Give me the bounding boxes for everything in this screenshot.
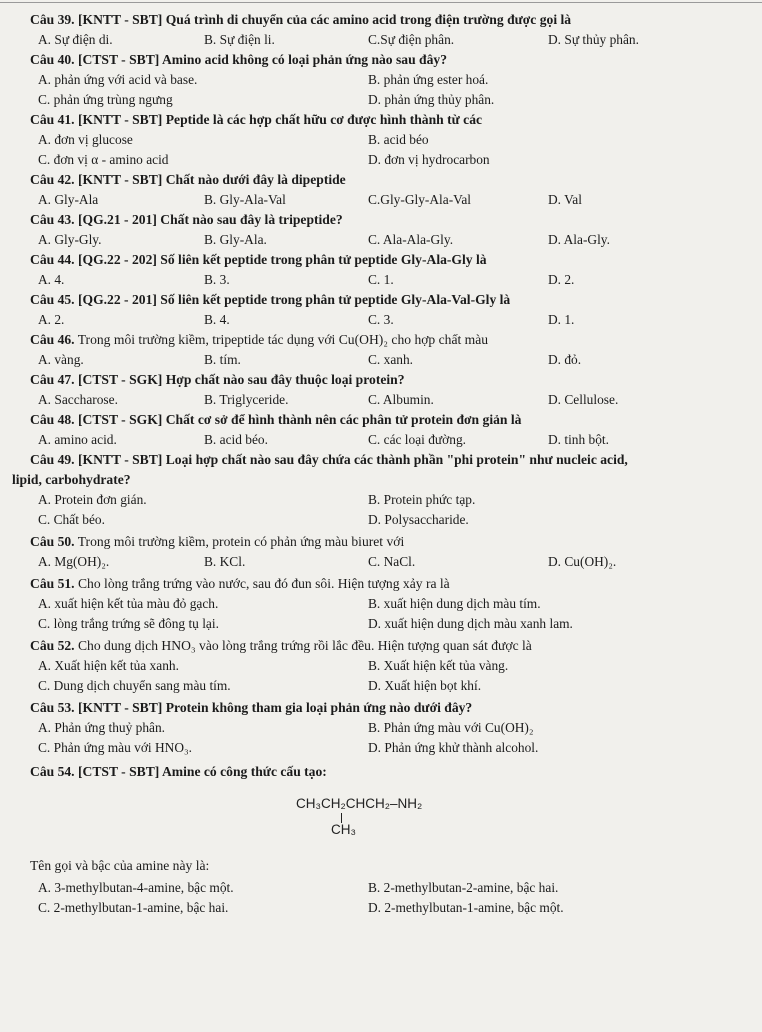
q39-option-b[interactable]: B. Sự điện li. (204, 32, 275, 47)
q46-option-a[interactable]: A. vàng. (38, 352, 84, 367)
q42-option-c[interactable]: C.Gly-Gly-Ala-Val (368, 192, 472, 207)
q54-option-b[interactable]: B. 2-methylbutan-2-amine, bậc hai. (368, 880, 559, 895)
q42-option-a[interactable]: A. Gly-Ala (38, 192, 99, 207)
question-41: Câu 41. [KNTT - SBT] Peptide là các hợp chất hữu cơ được hình thành từ các (30, 112, 483, 127)
q39-option-a[interactable]: A. Sự điện di. (38, 32, 113, 47)
q40-option-c[interactable]: C. phản ứng trùng ngưng (38, 92, 173, 107)
q47-option-b[interactable]: B. Triglyceride. (204, 392, 289, 407)
q50-option-d[interactable]: D. Cu(OH)₂. (548, 554, 617, 569)
question-47: Câu 47. [CTST - SGK] Hợp chất nào sau đây thuộc loại protein? (30, 372, 405, 387)
q51-option-c[interactable]: C. lòng trắng trứng sẽ đông tụ lại. (38, 616, 219, 631)
q52-option-a[interactable]: A. Xuất hiện kết tủa xanh. (38, 658, 179, 673)
question-44: Câu 44. [QG.22 - 202] Số liên kết peptide trong phân tử peptide Gly-Ala-Gly là (30, 252, 487, 267)
q42-option-d[interactable]: D. Val (548, 192, 582, 207)
q40-option-d[interactable]: D. phản ứng thủy phân. (368, 92, 495, 107)
question-43: Câu 43. [QG.21 - 201] Chất nào sau đây là tripeptide? (30, 212, 343, 227)
q44-option-b[interactable]: B. 3. (204, 272, 230, 287)
q44-option-a[interactable]: A. 4. (38, 272, 65, 287)
q41-option-d[interactable]: D. đơn vị hydrocarbon (368, 152, 490, 167)
q45-option-d[interactable]: D. 1. (548, 312, 575, 327)
q53-option-d[interactable]: D. Phản ứng khử thành alcohol. (368, 740, 539, 755)
q48-option-c[interactable]: C. các loại đường. (368, 432, 467, 447)
q41-option-a[interactable]: A. đơn vị glucose (38, 132, 133, 147)
q41-option-c[interactable]: C. đơn vị α - amino acid (38, 152, 169, 167)
question-49-continued: lipid, carbohydrate? (12, 472, 131, 487)
q40-option-b[interactable]: B. phản ứng ester hoá. (368, 72, 489, 87)
question-48: Câu 48. [CTST - SGK] Chất cơ sở để hình thành nên các phân tử protein đơn giản là (30, 412, 522, 427)
q50-option-c[interactable]: C. NaCl. (368, 554, 416, 569)
q43-option-a[interactable]: A. Gly-Gly. (38, 232, 102, 247)
q47-option-a[interactable]: A. Saccharose. (38, 392, 118, 407)
q50-option-a[interactable]: A. Mg(OH)₂. (38, 554, 110, 569)
q42-option-b[interactable]: B. Gly-Ala-Val (204, 192, 286, 207)
q49-option-b[interactable]: B. Protein phức tạp. (368, 492, 476, 507)
question-46: Câu 46. Trong môi trường kiềm, tripeptide tác dụng với Cu(OH)₂ cho hợp chất màu (30, 332, 489, 347)
q51-option-d[interactable]: D. xuất hiện dung dịch màu xanh lam. (368, 616, 573, 631)
q45-option-c[interactable]: C. 3. (368, 312, 394, 327)
q43-option-d[interactable]: D. Ala-Gly. (548, 232, 610, 247)
q47-option-c[interactable]: C. Albumin. (368, 392, 434, 407)
question-53: Câu 53. [KNTT - SBT] Protein không tham gia loại phản ứng nào dưới đây? (30, 700, 473, 715)
q52-option-c[interactable]: C. Dung dịch chuyển sang màu tím. (38, 678, 231, 693)
q43-option-b[interactable]: B. Gly-Ala. (204, 232, 267, 247)
formula-main-chain: CH₃CH₂CHCH₂–NH₂ (296, 796, 423, 811)
question-52: Câu 52. Cho dung dịch HNO₃ vào lòng trắng trứng rồi lắc đều. Hiện tượng quan sát được là (30, 638, 532, 653)
q52-option-b[interactable]: B. Xuất hiện kết tủa vàng. (368, 658, 509, 673)
q49-option-c[interactable]: C. Chất béo. (38, 512, 105, 527)
q51-option-b[interactable]: B. xuất hiện dung dịch màu tím. (368, 596, 541, 611)
q39-option-c[interactable]: C.Sự điện phân. (368, 32, 455, 47)
q48-option-b[interactable]: B. acid béo. (204, 432, 268, 447)
q46-option-d[interactable]: D. đỏ. (548, 352, 582, 367)
q54-option-d[interactable]: D. 2-methylbutan-1-amine, bậc một. (368, 900, 564, 915)
q53-option-c[interactable]: C. Phản ứng màu với HNO₃. (38, 740, 193, 755)
question-45: Câu 45. [QG.22 - 201] Số liên kết peptide trong phân tử peptide Gly-Ala-Val-Gly là (30, 292, 511, 307)
q54-option-a[interactable]: A. 3-methylbutan-4-amine, bậc một. (38, 880, 234, 895)
q51-option-a[interactable]: A. xuất hiện kết tủa màu đỏ gạch. (38, 596, 219, 611)
formula-methyl-branch: CH₃ (331, 822, 356, 837)
q48-option-a[interactable]: A. amino acid. (38, 432, 117, 447)
question-54-prompt: Tên gọi và bậc của amine này là: (30, 858, 210, 873)
q49-option-a[interactable]: A. Protein đơn gián. (38, 492, 147, 507)
q50-option-b[interactable]: B. KCl. (204, 554, 246, 569)
q43-option-c[interactable]: C. Ala-Ala-Gly. (368, 232, 454, 247)
top-rule (0, 2, 762, 3)
q53-option-b[interactable]: B. Phản ứng màu với Cu(OH)₂ (368, 720, 534, 735)
q45-option-a[interactable]: A. 2. (38, 312, 65, 327)
q44-option-c[interactable]: C. 1. (368, 272, 394, 287)
q52-option-d[interactable]: D. Xuất hiện bọt khí. (368, 678, 482, 693)
question-50: Câu 50. Trong môi trường kiềm, protein có phản ứng màu biuret với (30, 534, 405, 549)
question-49: Câu 49. [KNTT - SBT] Loại hợp chất nào sau đây chứa các thành phần "phi protein" như nucleic acid, (30, 452, 628, 467)
q40-option-a[interactable]: A. phản ứng với acid và base. (38, 72, 198, 87)
q53-option-a[interactable]: A. Phản ứng thuỷ phân. (38, 720, 166, 735)
question-39: Câu 39. [KNTT - SBT] Quá trình di chuyển của các amino acid trong điện trường được gọi là (30, 12, 572, 27)
question-51: Câu 51. Cho lòng trắng trứng vào nước, sau đó đun sôi. Hiện tượng xảy ra là (30, 576, 450, 591)
q45-option-b[interactable]: B. 4. (204, 312, 230, 327)
q54-option-c[interactable]: C. 2-methylbutan-1-amine, bậc hai. (38, 900, 229, 915)
q47-option-d[interactable]: D. Cellulose. (548, 392, 619, 407)
question-40: Câu 40. [CTST - SBT] Amino acid không có loại phản ứng nào sau đây? (30, 52, 447, 67)
q46-option-c[interactable]: C. xanh. (368, 352, 414, 367)
q49-option-d[interactable]: D. Polysaccharide. (368, 512, 469, 527)
q44-option-d[interactable]: D. 2. (548, 272, 575, 287)
q48-option-d[interactable]: D. tinh bột. (548, 432, 610, 447)
q46-option-b[interactable]: B. tím. (204, 352, 241, 367)
q41-option-b[interactable]: B. acid béo (368, 132, 429, 147)
question-42: Câu 42. [KNTT - SBT] Chất nào dưới đây là dipeptide (30, 172, 346, 187)
question-54: Câu 54. [CTST - SBT] Amine có công thức cấu tạo: (30, 764, 327, 779)
q39-option-d[interactable]: D. Sự thủy phân. (548, 32, 639, 47)
